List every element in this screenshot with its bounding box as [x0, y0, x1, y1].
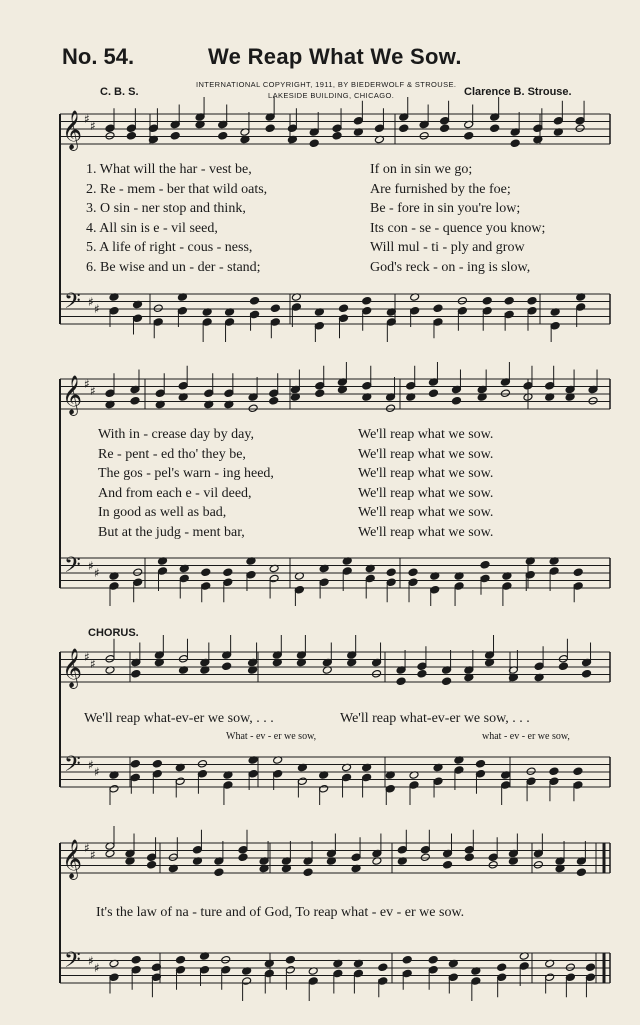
svg-text:𝄢: 𝄢 [64, 948, 81, 978]
chorus-line-2: It's the law of na - ture and of God, To reap what - ev - er we sow. [96, 905, 465, 920]
svg-text:♯: ♯ [94, 302, 100, 316]
v1-line-3-a: 3. O sin - ner stop and think, [86, 201, 246, 216]
v2-line-6-b: We'll reap what we sow. [358, 524, 494, 540]
v2-line-5-a: In good as well as bad, [98, 505, 227, 520]
v2-line-3-a: The gos - pel's warn - ing heed, [98, 466, 274, 481]
copyright-line-1: INTERNATIONAL COPYRIGHT, 1911, BY BIEDERWOLF & STROUSE. [196, 80, 457, 89]
v2-line-3-b: We'll reap what we sow. [358, 466, 494, 481]
svg-text:♯: ♯ [90, 119, 96, 133]
svg-text:♯: ♯ [94, 765, 100, 779]
v1-line-4-a: 4. All sin is e - vil seed, [86, 220, 218, 236]
chorus-line-1a: We'll reap what-ev-er we sow, . . . [84, 711, 274, 726]
v2-line-6-a: But at the judg - ment bar, [98, 524, 245, 540]
svg-text:𝄢: 𝄢 [64, 553, 81, 583]
svg-text:♯: ♯ [84, 650, 90, 664]
svg-text:♯: ♯ [88, 758, 94, 772]
svg-text:♯: ♯ [88, 559, 94, 573]
v1-line-1-a: 1. What will the har - vest be, [86, 162, 252, 177]
svg-text:𝄢: 𝄢 [64, 752, 81, 782]
svg-text:♯: ♯ [90, 848, 96, 862]
svg-text:♯: ♯ [90, 384, 96, 398]
words-credit: C. B. S. [100, 86, 139, 98]
v1-line-3-b: Be - fore in sin you're low; [370, 201, 521, 216]
chorus-echo-b: what - ev - er we sow, [482, 731, 570, 742]
v2-line-2-a: Re - pent - ed tho' they be, [98, 446, 246, 462]
chorus-echo-a: What - ev - er we sow, [226, 731, 317, 742]
svg-text:𝄢: 𝄢 [64, 289, 81, 319]
svg-text:♯: ♯ [84, 377, 90, 391]
copyright-line-2: LAKESIDE BUILDING, CHICAGO. [268, 91, 395, 100]
v1-line-6-b: God's reck - on - ing is slow, [370, 259, 531, 275]
svg-text:♯: ♯ [88, 295, 94, 309]
svg-text:𝄞: 𝄞 [62, 648, 83, 688]
chorus-label: CHORUS. [88, 627, 139, 639]
svg-text:𝄞: 𝄞 [62, 839, 83, 879]
v2-line-1-a: With in - crease day by day, [98, 427, 254, 442]
hymn-number: No. 54. [62, 44, 135, 69]
music-credit: Clarence B. Strouse. [464, 86, 572, 98]
v1-line-1-b: If on in sin we go; [370, 162, 473, 177]
chorus-line-1b: We'll reap what-ev-er we sow, . . . [340, 711, 530, 726]
v1-line-2-b: Are furnished by the foe; [370, 181, 511, 197]
v1-line-5-a: 5. A life of right - cous - ness, [86, 240, 253, 255]
v2-line-4-b: We'll reap what we sow. [358, 485, 494, 501]
svg-text:♯: ♯ [90, 657, 96, 671]
v1-line-2-a: 2. Re - mem - ber that wild oats, [86, 181, 268, 197]
svg-text:𝄞: 𝄞 [62, 375, 83, 415]
v2-line-1-b: We'll reap what we sow. [358, 427, 494, 442]
svg-text:♯: ♯ [84, 841, 90, 855]
v2-line-5-b: We'll reap what we sow. [358, 505, 494, 520]
v2-line-2-b: We'll reap what we sow. [358, 446, 494, 462]
svg-text:♯: ♯ [94, 961, 100, 975]
svg-text:𝄞: 𝄞 [62, 110, 83, 150]
v2-line-4-a: And from each e - vil deed, [98, 485, 252, 501]
svg-text:♯: ♯ [84, 112, 90, 126]
hymn-title: We Reap What We Sow. [208, 44, 462, 69]
svg-text:♯: ♯ [88, 954, 94, 968]
v1-line-5-b: Will mul - ti - ply and grow [370, 240, 525, 255]
svg-text:♯: ♯ [94, 566, 100, 580]
v1-line-4-b: Its con - se - quence you know; [370, 220, 546, 236]
v1-line-6-a: 6. Be wise and un - der - stand; [86, 259, 261, 275]
